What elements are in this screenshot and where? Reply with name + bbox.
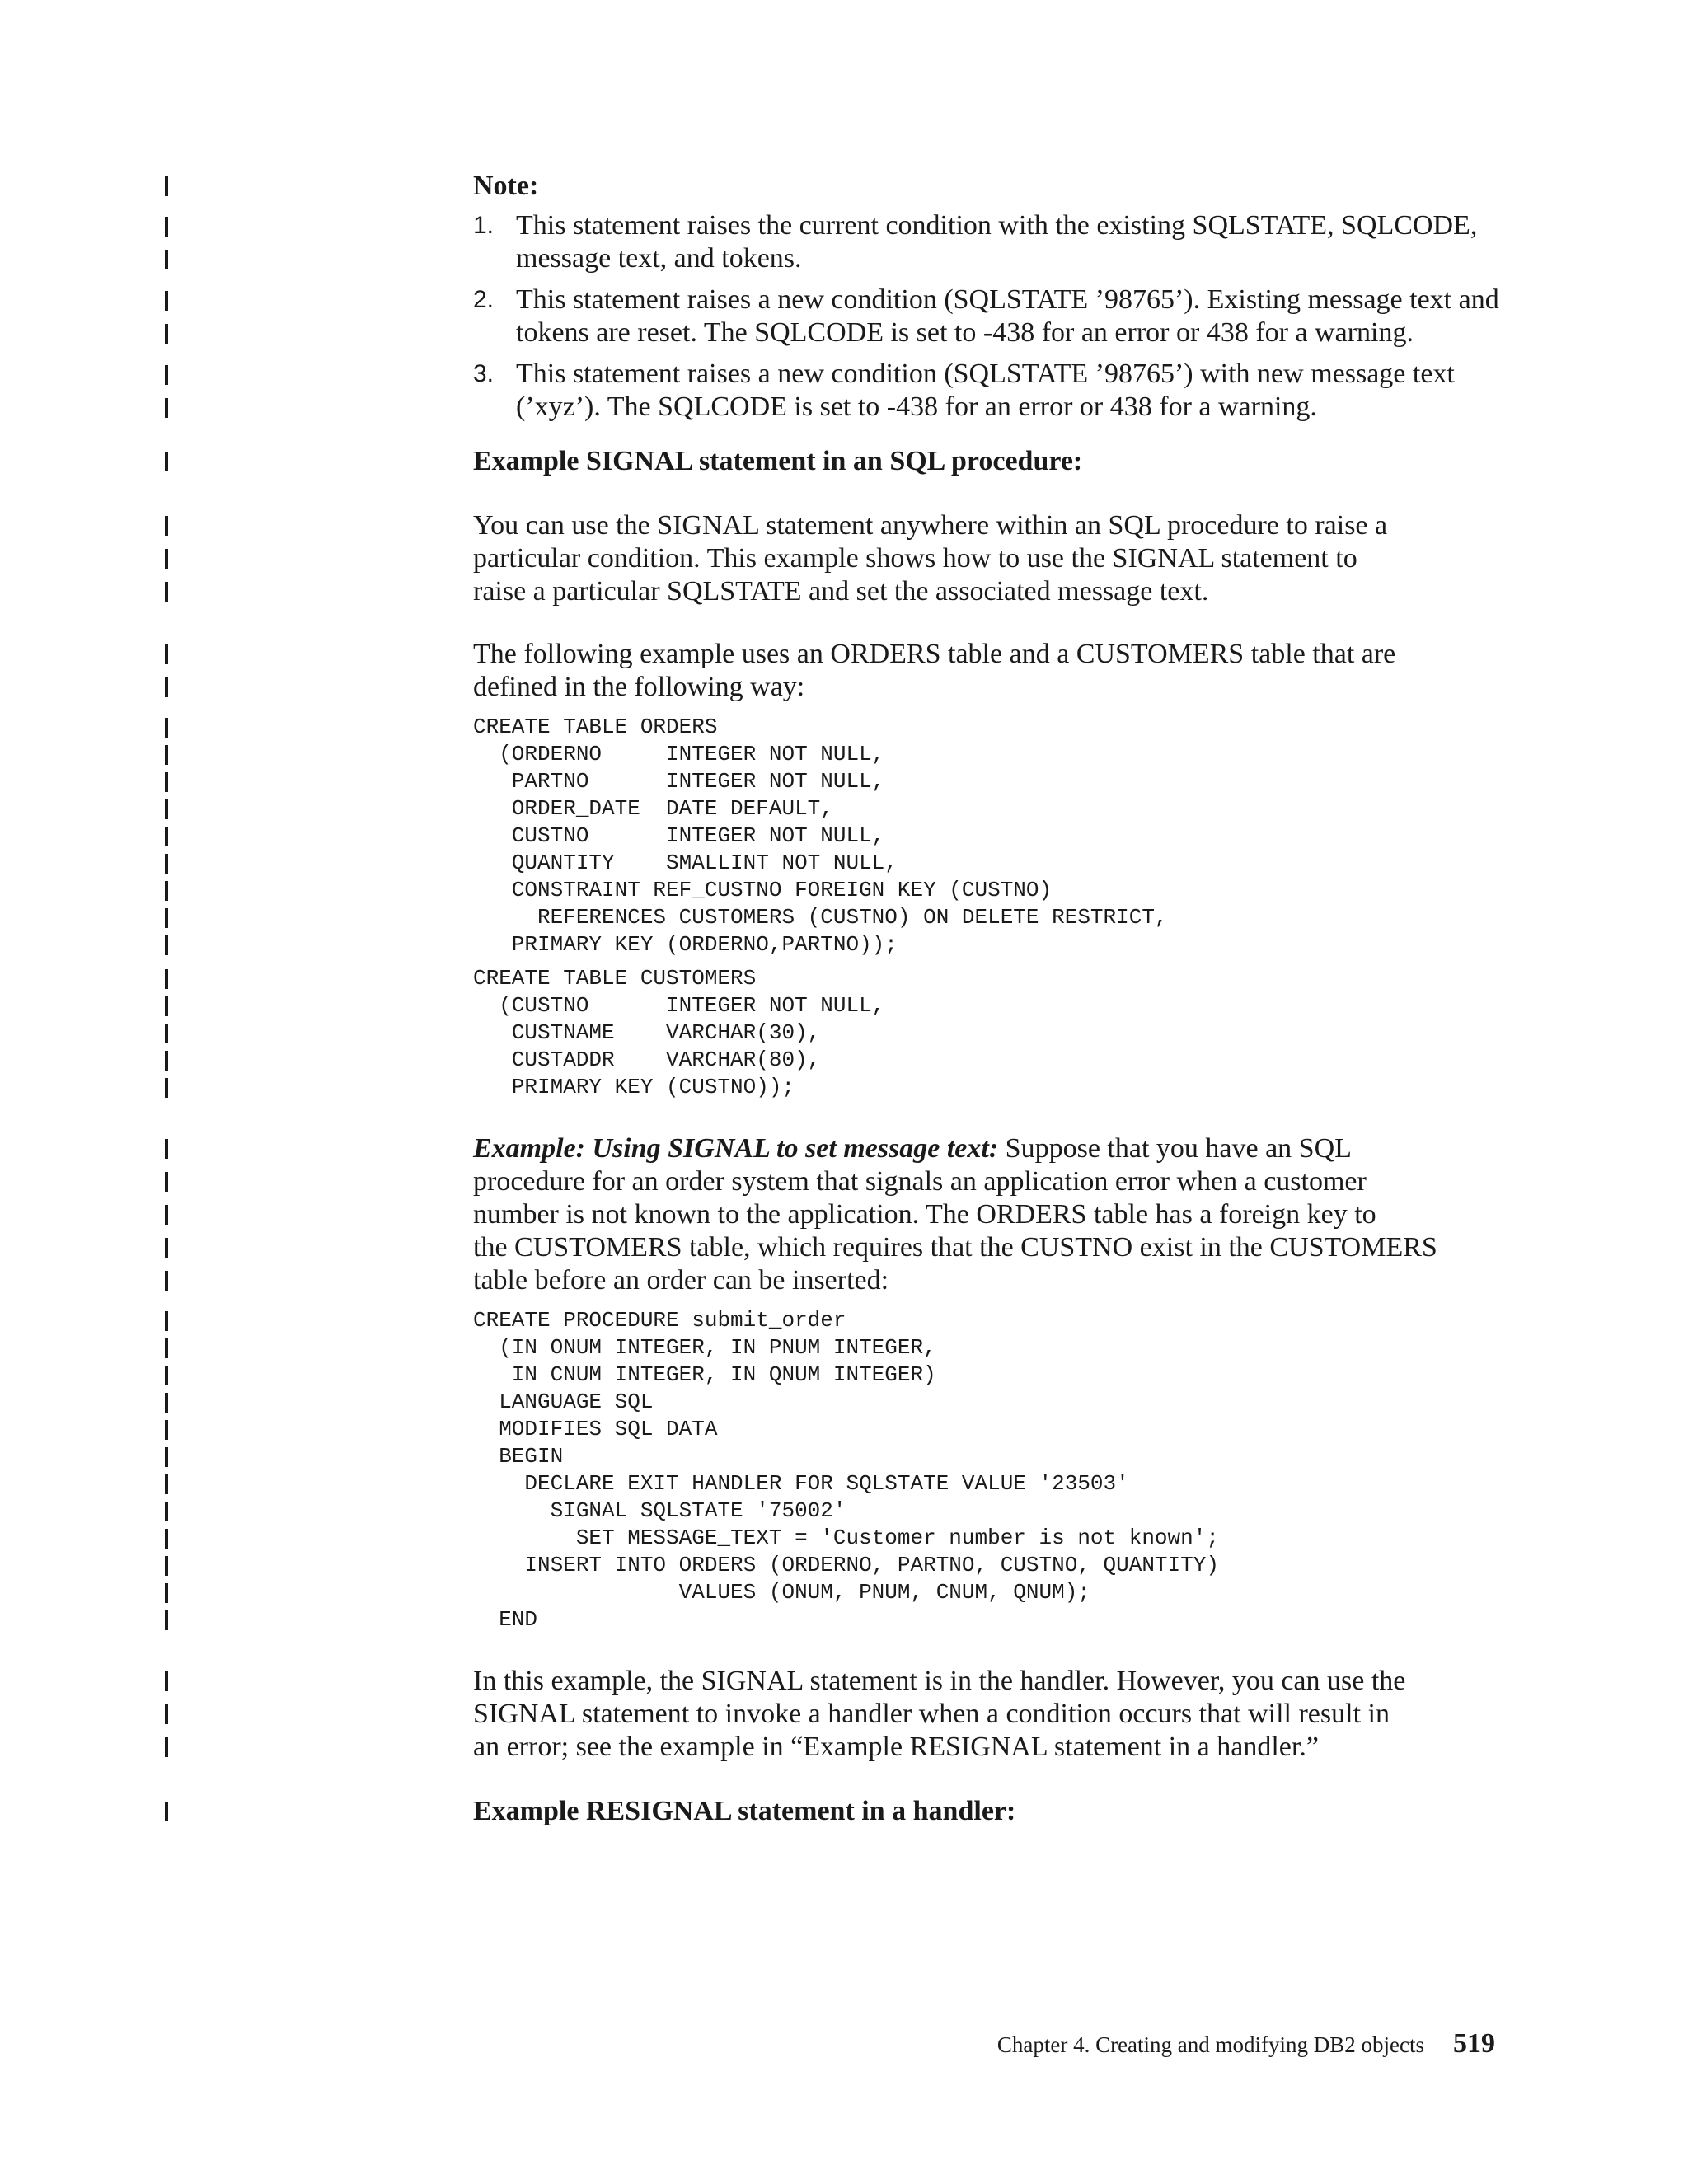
example-lead: Example: Using SIGNAL to set message text:: [473, 1133, 999, 1164]
note-item-number: 1.: [473, 212, 495, 239]
footer-chapter: Chapter 4. Creating and modifying DB2 objects: [996, 2032, 1424, 2057]
paragraph-tables-intro: The following example uses an ORDERS table and a CUSTOMERS table that are defined in the following way:: [473, 639, 1396, 702]
change-bar: [165, 1393, 168, 1413]
note-item-text: This statement raises the current condition with the existing SQLSTATE, SQLCODE, message text, and tokens.: [516, 210, 1478, 274]
change-bar: [165, 745, 168, 765]
page-number: 519: [1453, 2028, 1495, 2059]
code-create-orders: CREATE TABLE ORDERS (ORDERNO INTEGER NOT NULL, PARTNO INTEGER NOT NULL, ORDER_DATE DATE DEFAULT, CUSTNO INTEGER NOT NULL, QUANTITY SMALLINT NOT NULL, CONSTRAINT REF_CUSTNO FOREIGN KEY (CUSTNO) REFERENCES CUSTOMERS (CUSTNO) ON DELETE RESTRICT, PRIMARY KEY (ORDERNO,PARTNO));: [473, 715, 1168, 957]
note-item-text: This statement raises a new condition (SQLSTATE ’98765’) with new message text (’xyz’). The SQLCODE is set to -438 for an error or 438 for a warning.: [516, 359, 1455, 422]
change-bar: [165, 1238, 168, 1258]
page-footer: [997, 2027, 1495, 2062]
main-column: [473, 170, 1503, 1828]
example-text: Suppose that you have an SQL procedure for an order system that signals an application error when a customer number is not known to the application. The ORDERS table has a foreign key to the CUSTOMERS table, which requires that the CUSTNO exist in the CUSTOMERS table before an order can be inserted:: [473, 1133, 1437, 1296]
section-heading-resignal: Example RESIGNAL statement in a handler:: [473, 1796, 1016, 1826]
change-bar: [165, 799, 168, 819]
change-bar: [165, 1338, 168, 1358]
change-bar: [165, 1737, 168, 1757]
change-bar: [165, 1271, 168, 1291]
change-bar: [165, 1802, 168, 1821]
paragraph-signal-intro: You can use the SIGNAL statement anywhere within an SQL procedure to raise a particular condition. This example shows how to use the SIGNAL statement to raise a particular SQLSTATE and set the associated message text.: [473, 510, 1388, 607]
change-bar: [165, 398, 168, 418]
change-bar: [165, 291, 168, 311]
change-bar: [165, 1556, 168, 1576]
change-bar: [165, 1311, 168, 1331]
change-bar: [165, 935, 168, 955]
change-bar: [165, 176, 168, 196]
change-bar: [165, 1474, 168, 1494]
change-bar: [165, 1139, 168, 1159]
change-bar: [165, 1205, 168, 1225]
note-item-number: 3.: [473, 360, 495, 387]
change-bar: [165, 772, 168, 792]
change-bar: [165, 1610, 168, 1630]
change-bar: [165, 1420, 168, 1440]
note-item: [473, 358, 1503, 424]
change-bar: [165, 644, 168, 664]
change-bar: [165, 1051, 168, 1071]
code-create-procedure: CREATE PROCEDURE submit_order (IN ONUM INTEGER, IN PNUM INTEGER, IN CNUM INTEGER, IN QNUM INTEGER) LANGUAGE SQL MODIFIES SQL DATA BEGIN DECLARE EXIT HANDLER FOR SQLSTATE VALUE '23503' SIGNAL SQLSTATE '75002' SET MESSAGE_TEXT = 'Customer number is not known'; INSERT INTO ORDERS (ORDERNO, PARTNO, CUSTNO, QUANTITY) VALUES (ONUM, PNUM, CNUM, QNUM); END: [473, 1308, 1219, 1632]
change-bar: [165, 827, 168, 846]
change-bar: [165, 217, 168, 237]
paragraph-handler-note: In this example, the SIGNAL statement is in the handler. However, you can use the SIGNAL statement to invoke a handler when a condition occurs that will result in an error; see the example in “Example RESIGNAL statement in a handler.”: [473, 1666, 1406, 1762]
change-bar: [165, 1583, 168, 1603]
change-bar: [165, 452, 168, 471]
note-list: [473, 209, 1503, 424]
change-bar: [165, 677, 168, 697]
change-bar: [165, 1024, 168, 1043]
change-bar: [165, 516, 168, 536]
change-bar: [165, 718, 168, 738]
change-bar: [165, 908, 168, 928]
change-bar: [165, 1529, 168, 1549]
change-bar: [165, 1704, 168, 1724]
note-item-number: 2.: [473, 286, 495, 313]
change-bar: [165, 969, 168, 989]
change-bar: [165, 1502, 168, 1521]
code-create-customers: CREATE TABLE CUSTOMERS (CUSTNO INTEGER NOT NULL, CUSTNAME VARCHAR(30), CUSTADDR VARCHAR(80), PRIMARY KEY (CUSTNO));: [473, 966, 885, 1099]
change-bar: [165, 1447, 168, 1467]
change-bar: [165, 881, 168, 901]
change-bar: [165, 365, 168, 385]
change-bar: [165, 1366, 168, 1385]
change-bar: [165, 1172, 168, 1192]
change-bar: [165, 1671, 168, 1691]
change-bar: [165, 996, 168, 1016]
note-item: [473, 209, 1503, 275]
note-item-text: This statement raises a new condition (SQLSTATE ’98765’). Existing message text and tokens are reset. The SQLCODE is set to -438 for an error or 438 for a warning.: [516, 284, 1499, 348]
change-bar: [165, 854, 168, 874]
note-heading: Note:: [473, 171, 539, 201]
change-bar: [165, 582, 168, 602]
note-item: [473, 284, 1503, 349]
change-bar: [165, 1078, 168, 1098]
change-bar: [165, 324, 168, 344]
section-heading-signal: Example SIGNAL statement in an SQL procedure:: [473, 446, 1083, 476]
paragraph-example-signal: [473, 1132, 1503, 1297]
change-bar: [165, 250, 168, 269]
change-bar: [165, 549, 168, 569]
